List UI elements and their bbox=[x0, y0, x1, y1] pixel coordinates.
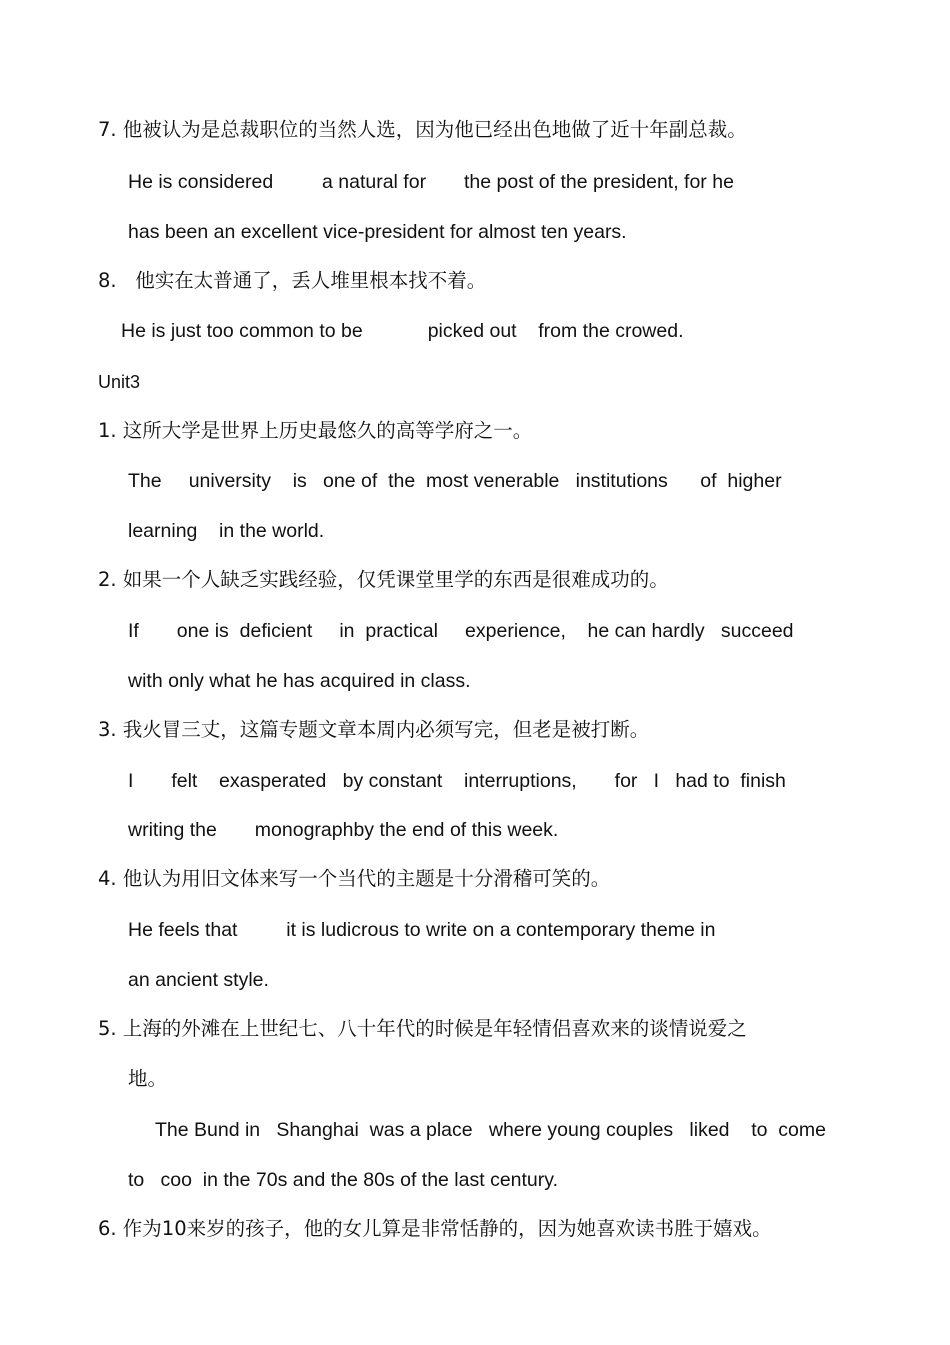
unit3-item-2-chinese: 2. 如果一个人缺乏实践经验，仅凭课堂里学的东西是很难成功的。 bbox=[98, 568, 669, 591]
unit3-item-3-english-line-1: I felt exasperated by constant interruptions, for I had to finish bbox=[128, 770, 786, 792]
unit3-item-5-english-line-1: The Bund in Shanghai was a place where young couples liked to come bbox=[155, 1119, 826, 1141]
unit3-item-2-english-line-2: with only what he has acquired in class. bbox=[128, 670, 471, 692]
unit3-item-5-chinese-line-2: 地。 bbox=[128, 1067, 168, 1090]
item-7-chinese: 7. 他被认为是总裁职位的当然人选，因为他已经出色地做了近十年副总裁。 bbox=[98, 118, 747, 141]
unit3-item-6-chinese: 6. 作为10来岁的孩子，他的女儿算是非常恬静的，因为她喜欢读书胜于嬉戏。 bbox=[98, 1217, 772, 1240]
unit3-item-5-english-line-2: to coo in the 70s and the 80s of the last century. bbox=[128, 1169, 558, 1191]
unit3-item-3-chinese: 3. 我火冒三丈，这篇专题文章本周内必须写完，但老是被打断。 bbox=[98, 718, 650, 741]
unit3-item-4-english-line-1: He feels that it is ludicrous to write on a contemporary theme in bbox=[128, 919, 716, 941]
unit-heading: Unit3 bbox=[98, 372, 141, 392]
item-7-english-line-1: He is considered a natural for the post of the president, for he bbox=[128, 171, 734, 193]
unit3-item-3-english-line-2: writing the monographby the end of this week. bbox=[128, 819, 559, 841]
unit3-item-1-chinese: 1. 这所大学是世界上历史最悠久的高等学府之一。 bbox=[98, 419, 533, 442]
unit3-item-4-chinese: 4. 他认为用旧文体来写一个当代的主题是十分滑稽可笑的。 bbox=[98, 867, 611, 890]
item-8-chinese: 8. 他实在太普通了，丢人堆里根本找不着。 bbox=[98, 269, 487, 292]
unit3-item-2-english-line-1: If one is deficient in practical experience, he can hardly succeed bbox=[128, 620, 794, 642]
unit3-item-1-english-line-2: learning in the world. bbox=[128, 520, 325, 542]
unit3-item-5-chinese-line-1: 5. 上海的外滩在上世纪七、八十年代的时候是年轻情侣喜欢来的谈情说爱之 bbox=[98, 1017, 747, 1040]
unit3-item-1-english-line-1: The university is one of the most venerable institutions of higher bbox=[128, 470, 782, 492]
unit3-item-4-english-line-2: an ancient style. bbox=[128, 969, 269, 991]
item-7-english-line-2: has been an excellent vice-president for almost ten years. bbox=[128, 221, 627, 243]
item-8-english: He is just too common to be picked out from the crowed. bbox=[121, 320, 684, 342]
